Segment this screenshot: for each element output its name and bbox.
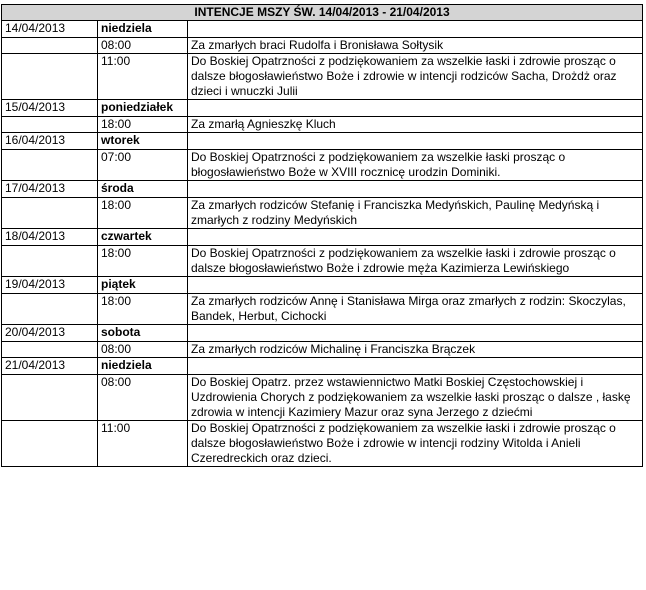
mass-time: 18:00	[98, 117, 188, 133]
mass-row-blank-cell	[2, 246, 98, 277]
mass-intention: Za zmarłych braci Rudolfa i Bronisława Sołtysik	[188, 38, 643, 54]
day-name: czwartek	[98, 229, 188, 246]
mass-row-blank-cell	[2, 375, 98, 421]
day-row-blank-cell	[188, 21, 643, 38]
table-title: INTENCJE MSZY ŚW. 14/04/2013 - 21/04/2013	[2, 5, 643, 21]
day-row-blank-cell	[188, 277, 643, 294]
day-row-blank-cell	[188, 133, 643, 150]
day-name: środa	[98, 181, 188, 198]
mass-intention: Do Boskiej Opatrzności z podziękowaniem za wszelkie łaski i zdrowie prosząc o dalsze błogosławieństwo Boże i zdrowie w intencji rodziny Witolda i Anieli Czeredreckich oraz dzieci.	[188, 421, 643, 467]
title-row	[2, 5, 643, 21]
mass-row-blank-cell	[2, 342, 98, 358]
day-date: 16/04/2013	[2, 133, 98, 150]
mass-row-blank-cell	[2, 54, 98, 100]
mass-row	[2, 117, 643, 133]
mass-time: 07:00	[98, 150, 188, 181]
mass-row-blank-cell	[2, 421, 98, 467]
day-row	[2, 229, 643, 246]
day-date: 20/04/2013	[2, 325, 98, 342]
mass-row-blank-cell	[2, 198, 98, 229]
day-row	[2, 358, 643, 375]
mass-intention: Za zmarłych rodziców Stefanię i Franciszka Medyńskich, Paulinę Medyńską i zmarłych z rodziny Medyńskich	[188, 198, 643, 229]
day-name: wtorek	[98, 133, 188, 150]
day-name: piątek	[98, 277, 188, 294]
day-name: sobota	[98, 325, 188, 342]
day-name: niedziela	[98, 21, 188, 38]
mass-row	[2, 246, 643, 277]
mass-intention: Do Boskiej Opatrzności z podziękowaniem za wszelkie łaski i zdrowie prosząc o dalsze błogosławieństwo Boże i zdrowie w intencji rodziców Sacha, Drożdż oraz dzieci i wnuczki Julii	[188, 54, 643, 100]
mass-row	[2, 342, 643, 358]
mass-row-blank-cell	[2, 294, 98, 325]
day-date: 15/04/2013	[2, 100, 98, 117]
day-row-blank-cell	[188, 181, 643, 198]
mass-row-blank-cell	[2, 117, 98, 133]
mass-intention: Za zmarłych rodziców Michalinę i Franciszka Brączek	[188, 342, 643, 358]
day-row-blank-cell	[188, 100, 643, 117]
mass-time: 11:00	[98, 54, 188, 100]
day-date: 14/04/2013	[2, 21, 98, 38]
day-date: 19/04/2013	[2, 277, 98, 294]
mass-time: 08:00	[98, 38, 188, 54]
mass-time: 18:00	[98, 294, 188, 325]
mass-row	[2, 294, 643, 325]
day-name: niedziela	[98, 358, 188, 375]
mass-intention: Do Boskiej Opatrzności z podziękowaniem za wszelkie łaski prosząc o błogosławieństwo Boże w XVIII rocznicę urodzin Dominiki.	[188, 150, 643, 181]
mass-row-blank-cell	[2, 38, 98, 54]
day-row	[2, 133, 643, 150]
mass-time: 08:00	[98, 342, 188, 358]
day-date: 17/04/2013	[2, 181, 98, 198]
mass-row	[2, 150, 643, 181]
mass-time: 11:00	[98, 421, 188, 467]
mass-time: 18:00	[98, 198, 188, 229]
day-row-blank-cell	[188, 229, 643, 246]
mass-row	[2, 38, 643, 54]
day-row	[2, 277, 643, 294]
day-date: 18/04/2013	[2, 229, 98, 246]
mass-time: 08:00	[98, 375, 188, 421]
mass-intention: Za zmarłą Agnieszkę Kluch	[188, 117, 643, 133]
mass-row	[2, 375, 643, 421]
mass-row	[2, 198, 643, 229]
mass-time: 18:00	[98, 246, 188, 277]
day-date: 21/04/2013	[2, 358, 98, 375]
day-row	[2, 21, 643, 38]
day-row-blank-cell	[188, 325, 643, 342]
day-name: poniedziałek	[98, 100, 188, 117]
mass-intention: Do Boskiej Opatrz. przez wstawiennictwo Matki Boskiej Częstochowskiej i Uzdrowienia Chorych z podziękowaniem za wszelkie łaski prosząc o dalsze , łaskę zdrowia w intencji Kazimiery Mazur oraz syna Jerzego z dziećmi	[188, 375, 643, 421]
day-row	[2, 181, 643, 198]
mass-row-blank-cell	[2, 150, 98, 181]
mass-intentions-table	[1, 4, 643, 467]
mass-intention: Do Boskiej Opatrzności z podziękowaniem za wszelkie łaski i zdrowie prosząc o dalsze błogosławieństwo Boże i zdrowie męża Kazimierza Lewińskiego	[188, 246, 643, 277]
day-row	[2, 325, 643, 342]
mass-row	[2, 421, 643, 467]
day-row	[2, 100, 643, 117]
mass-intention: Za zmarłych rodziców Annę i Stanisława Mirga oraz zmarłych z rodzin: Skoczylas, Bandek, Herbut, Cichocki	[188, 294, 643, 325]
day-row-blank-cell	[188, 358, 643, 375]
mass-row	[2, 54, 643, 100]
